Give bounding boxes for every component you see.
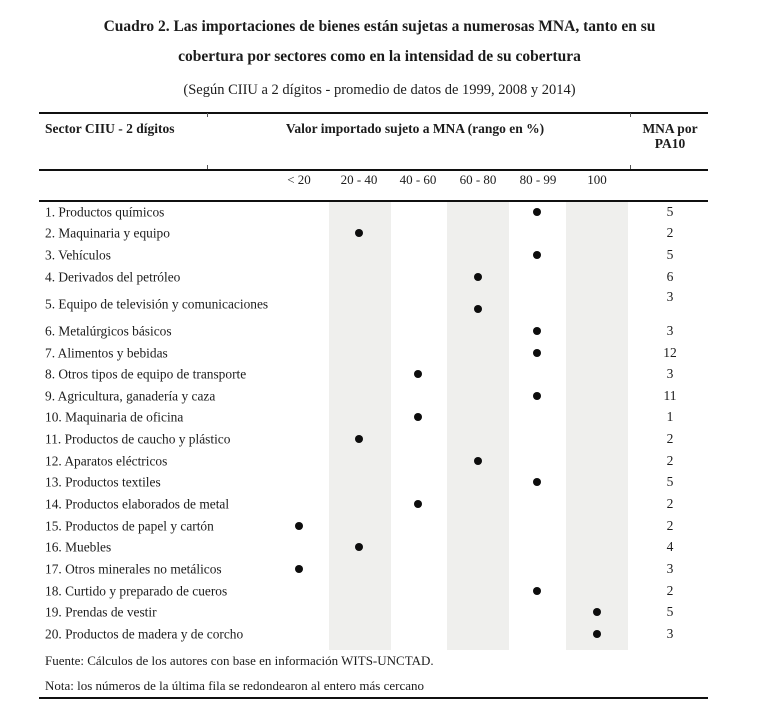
table-row: [0, 320, 759, 342]
sector-label: 1. Productos químicos: [45, 204, 165, 220]
table-row: [0, 201, 759, 223]
table-row: [0, 472, 759, 494]
header-rule: [39, 169, 708, 171]
range-dot: [414, 413, 422, 421]
table-row: [0, 558, 759, 580]
range-dot: [474, 305, 482, 313]
table-row: [0, 363, 759, 385]
sector-label: 17. Otros minerales no metálicos: [45, 561, 222, 577]
range-dot: [355, 543, 363, 551]
mna-value: 5: [666, 203, 674, 219]
range-dot: [533, 251, 541, 259]
column-header-sector: Sector CIIU - 2 dígitos: [45, 121, 175, 136]
mna-value: 2: [666, 452, 674, 468]
sector-label: 10. Maquinaria de oficina: [45, 409, 184, 425]
sector-label: 12. Aparatos eléctricos: [45, 453, 168, 469]
table-row: [0, 266, 759, 288]
mna-value: 3: [666, 560, 674, 576]
table-row: [0, 580, 759, 602]
mna-value: 6: [666, 268, 674, 284]
mna-value: 2: [666, 517, 674, 533]
table-rows: [0, 201, 759, 645]
range-dot: [533, 587, 541, 595]
sector-label: 14. Productos elaborados de metal: [45, 496, 230, 512]
sector-label: 8. Otros tipos de equipo de transporte: [45, 366, 247, 382]
table-row: [0, 450, 759, 472]
range-label-20-40: 20 - 40: [340, 172, 378, 187]
mna-value: 11: [663, 387, 677, 403]
rule-tick: [630, 165, 631, 169]
range-dot: [295, 565, 303, 573]
sector-label: 18. Curtido y preparado de cueros: [45, 583, 228, 599]
mna-value: 2: [666, 582, 674, 598]
table-row: [0, 601, 759, 623]
range-dot: [593, 608, 601, 616]
sector-label: 7. Alimentos y bebidas: [45, 345, 168, 361]
column-header-mna-line2: PA10: [654, 136, 686, 151]
range-dot: [533, 349, 541, 357]
column-header-range-group: Valor importado sujeto a MNA (rango en %): [285, 121, 545, 136]
range-label-80-99: 80 - 99: [519, 172, 557, 187]
mna-value: 4: [666, 539, 674, 555]
sector-label: 16. Muebles: [45, 539, 112, 555]
sector-label: 4. Derivados del petróleo: [45, 269, 181, 285]
mna-value: 3: [666, 625, 674, 641]
range-label-lt20: < 20: [287, 172, 311, 187]
range-dot: [295, 522, 303, 530]
mna-value: 2: [666, 496, 674, 511]
range-dot: [355, 435, 363, 443]
range-dot: [593, 630, 601, 638]
table-row: [0, 407, 759, 429]
range-dot: [355, 229, 363, 237]
table-subtitle: (Según CIIU a 2 dígitos - promedio de datos de 1999, 2008 y 2014): [183, 82, 576, 98]
mna-value: 5: [666, 474, 674, 490]
range-dot: [533, 392, 541, 400]
range-dot: [533, 327, 541, 335]
sector-label: 11. Productos de caucho y plástico: [45, 431, 231, 447]
sector-label: 5. Equipo de televisión y comunicaciones: [45, 296, 269, 312]
mna-value: 5: [666, 247, 674, 263]
top-rule: [39, 112, 708, 114]
table-row: [0, 536, 759, 558]
sector-label: 9. Agricultura, ganadería y caza: [45, 388, 216, 404]
table-row: [0, 623, 759, 645]
table-row: [0, 342, 759, 364]
rule-tick: [630, 113, 631, 117]
table-row: [0, 223, 759, 245]
mna-value: 5: [666, 604, 674, 620]
range-dot: [414, 370, 422, 378]
mna-value: 3: [666, 322, 674, 338]
table-row: [0, 428, 759, 450]
footnote: Nota: los números de la última fila se redondearon al entero más cercano: [45, 678, 425, 693]
mna-value: 2: [666, 431, 674, 447]
range-dot: [533, 478, 541, 486]
sector-label: 20. Productos de madera y de corcho: [45, 626, 244, 642]
column-header-mna-line1: MNA por: [642, 121, 698, 136]
table-row: [0, 385, 759, 407]
range-label-60-80: 60 - 80: [459, 172, 497, 187]
sector-label: 15. Productos de papel y cartón: [45, 518, 214, 534]
sector-label: 13. Productos textiles: [45, 474, 161, 490]
mna-value: 12: [663, 344, 677, 360]
mna-value: 3: [666, 366, 674, 382]
mna-value: 3: [666, 289, 674, 305]
range-label-40-60: 40 - 60: [399, 172, 437, 187]
mna-value: 2: [666, 225, 674, 241]
table-title-line1: Cuadro 2. Las importaciones de bienes están sujetas a numerosas MNA, tanto en su: [103, 18, 656, 35]
table-row: [0, 244, 759, 266]
range-dot: [474, 457, 482, 465]
source-note: Fuente: Cálculos de los autores con base en información WITS-UNCTAD.: [45, 653, 434, 668]
range-label-100: 100: [587, 172, 607, 187]
sector-label: 6. Metalúrgicos básicos: [45, 323, 172, 339]
table-row: [0, 493, 759, 515]
sector-label: 3. Vehículos: [45, 247, 111, 263]
table-row: [0, 288, 759, 321]
sector-label: 19. Prendas de vestir: [45, 604, 157, 620]
table-title: [0, 12, 759, 72]
sector-label: 2. Maquinaria y equipo: [45, 225, 170, 241]
mna-value: 1: [666, 409, 674, 425]
table-title-line2: cobertura por sectores como en la intensidad de su cobertura: [178, 48, 581, 65]
table-row: [0, 515, 759, 537]
rule-tick: [207, 113, 208, 117]
range-dot: [533, 208, 541, 216]
bottom-rule: [39, 697, 708, 699]
rule-tick: [207, 165, 208, 169]
column-header-mna: [630, 121, 710, 151]
range-dot: [414, 500, 422, 508]
range-dot: [474, 273, 482, 281]
